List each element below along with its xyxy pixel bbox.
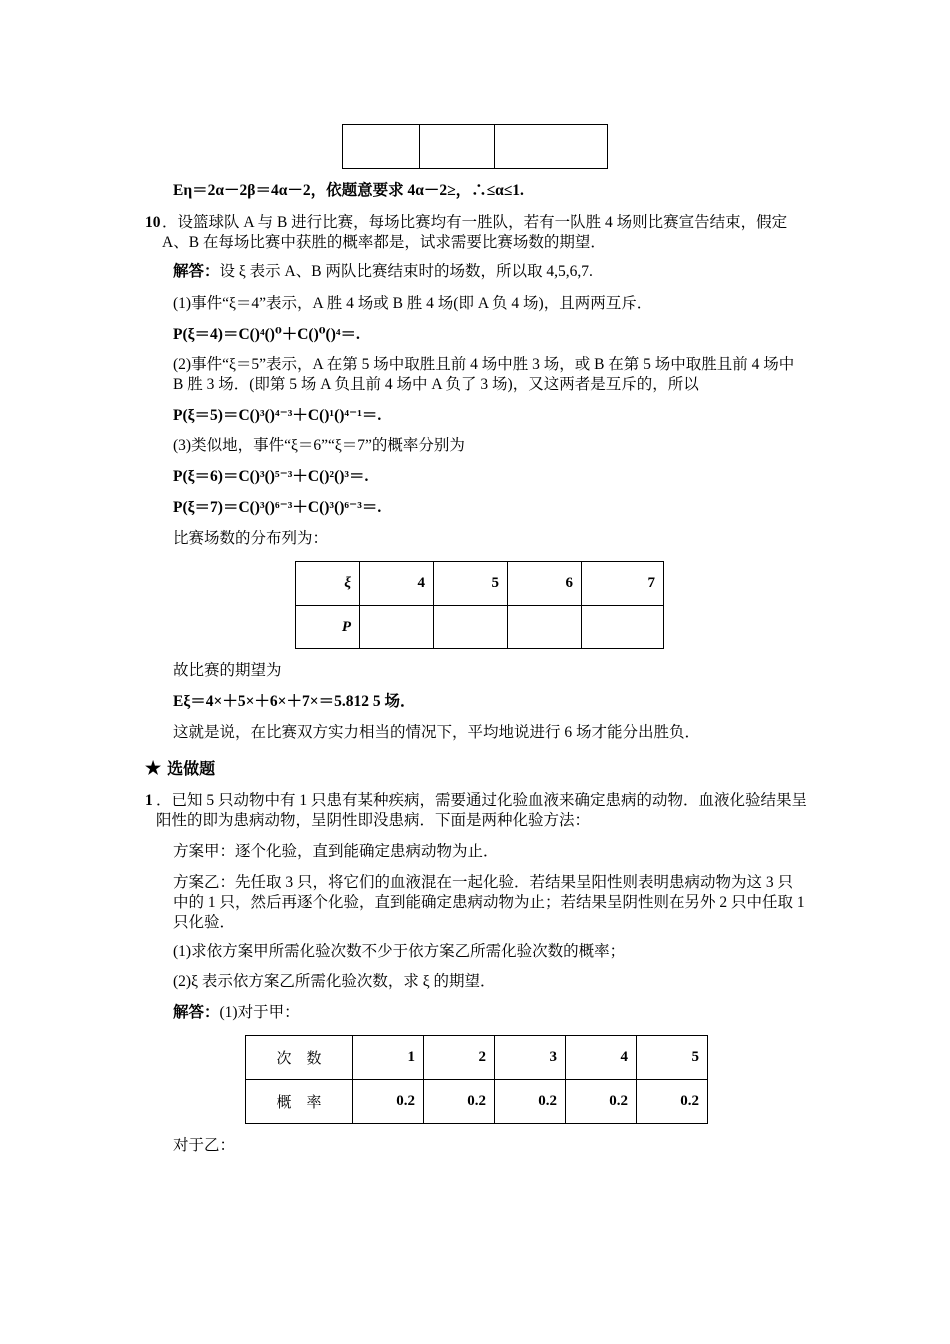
conclusion: 这就是说，在比赛双方实力相当的情况下，平均地说进行 6 场才能分出胜负． bbox=[173, 724, 701, 741]
table-cell: 2 bbox=[424, 1036, 495, 1080]
table-cell: P bbox=[296, 606, 360, 649]
step-3: (3)类似地，事件“ξ＝6”“ξ＝7”的概率分别为 bbox=[173, 437, 465, 454]
plan-a: 方案甲：逐个化验，直到能确定患病动物为止． bbox=[173, 843, 499, 860]
expectation-formula: Eξ＝4×＋5×＋6×＋7×＝5.812 5 场． bbox=[173, 693, 416, 710]
table-cell bbox=[434, 606, 508, 649]
table-cell: 3 bbox=[495, 1036, 566, 1080]
table-cell: 0.2 bbox=[495, 1080, 566, 1124]
distribution-table bbox=[295, 561, 664, 649]
table-cell: 0.2 bbox=[566, 1080, 637, 1124]
section-title: 选做题 bbox=[167, 761, 216, 778]
table-row bbox=[246, 1036, 708, 1080]
table-cell: 概 率 bbox=[246, 1080, 353, 1124]
question-number: 10 bbox=[145, 214, 161, 231]
formula-p4: P(ξ＝4)＝C()⁴()⁰＋C()⁰()⁴＝. bbox=[173, 326, 360, 343]
for-plan-b: 对于乙： bbox=[173, 1137, 236, 1154]
answer-label: 解答： bbox=[173, 263, 220, 280]
sub-question-2: (2)ξ 表示依方案乙所需化验次数，求 ξ 的期望． bbox=[173, 973, 496, 990]
question-text: ．已知 5 只动物中有 1 只患有某种疾病，需要通过化验血液来确定患病的动物．血液化验结果呈阳性的即为患病动物，呈阴性即没患病．下面是两种化验方法： bbox=[156, 792, 808, 829]
star-icon: ★ bbox=[145, 758, 162, 778]
table-cell: 6 bbox=[508, 562, 582, 606]
table-cell: 4 bbox=[566, 1036, 637, 1080]
answer-intro: 设 ξ 表示 A、B 两队比赛结束时的场数，所以取 4,5,6,7. bbox=[219, 263, 593, 280]
table-cell: 次 数 bbox=[246, 1036, 353, 1080]
table-cell bbox=[360, 606, 434, 649]
table-cell: 1 bbox=[353, 1036, 424, 1080]
table-cell: 7 bbox=[582, 562, 664, 606]
answer-label: 解答： bbox=[173, 1004, 220, 1021]
prev-answer-line: Eη＝2α－2β＝4α－2，依题意要求 4α－2≥，∴≤α≤1. bbox=[173, 182, 524, 199]
table-cell bbox=[582, 606, 664, 649]
table-cell: 0.2 bbox=[353, 1080, 424, 1124]
top-table-cell bbox=[343, 125, 420, 169]
formula-p5: P(ξ＝5)＝C()³()⁴⁻³＋C()¹()⁴⁻¹＝. bbox=[173, 407, 382, 424]
plan-b: 方案乙：先任取 3 只，将它们的血液混在一起化验．若结果呈阳性则表明患病动物为这 3 只中的 1 只，然后再逐个化验，直到能确定患病动物为止；若结果呈阴性则在另外 2 只中任取 1 只化验． bbox=[173, 874, 805, 931]
step-2: (2)事件“ξ＝5”表示，A 在第 5 场中取胜且前 4 场中胜 3 场，或 B 在第 5 场中取胜且前 4 场中 B 胜 3 场．(即第 5 场 A 负且前 4 场中 A 负了 3 场)，又这两者是互斥的，所以 bbox=[173, 356, 795, 393]
section-header bbox=[145, 757, 215, 781]
top-table bbox=[342, 124, 608, 169]
table-cell: 4 bbox=[360, 562, 434, 606]
formula-p7: P(ξ＝7)＝C()³()⁶⁻³＋C()³()⁶⁻³＝. bbox=[173, 499, 382, 516]
expectation-intro: 故比赛的期望为 bbox=[173, 662, 282, 679]
table-row bbox=[296, 606, 664, 649]
question-text: ．设篮球队 A 与 B 进行比赛，每场比赛均有一胜队，若有一队胜 4 场则比赛宣告结束，假定 A、B 在每场比赛中获胜的概率都是，试求需要比赛场数的期望． bbox=[162, 214, 788, 251]
top-table-cell bbox=[495, 125, 608, 169]
table-cell: ξ bbox=[296, 562, 360, 606]
table-cell: 0.2 bbox=[424, 1080, 495, 1124]
probability-table bbox=[245, 1035, 708, 1124]
table-cell: 0.2 bbox=[637, 1080, 708, 1124]
top-table-cell bbox=[420, 125, 495, 169]
step-1: (1)事件“ξ＝4”表示，A 胜 4 场或 B 胜 4 场(即 A 负 4 场)，且两两互斥． bbox=[173, 295, 653, 312]
sub-question-1: (1)求依方案甲所需化验次数不少于依方案乙所需化验次数的概率； bbox=[173, 943, 626, 960]
distribution-intro: 比赛场数的分布列为： bbox=[173, 530, 329, 547]
question-number: 1 bbox=[145, 792, 153, 809]
table-cell: 5 bbox=[637, 1036, 708, 1080]
table-cell bbox=[508, 606, 582, 649]
table-row bbox=[296, 562, 664, 606]
formula-p6: P(ξ＝6)＝C()³()⁵⁻³＋C()²()³＝. bbox=[173, 468, 369, 485]
answer-start: (1)对于甲： bbox=[219, 1004, 300, 1021]
answer-intro-line bbox=[173, 262, 593, 282]
table-cell: 5 bbox=[434, 562, 508, 606]
table-row bbox=[246, 1080, 708, 1124]
answer-start-line bbox=[173, 1003, 300, 1023]
